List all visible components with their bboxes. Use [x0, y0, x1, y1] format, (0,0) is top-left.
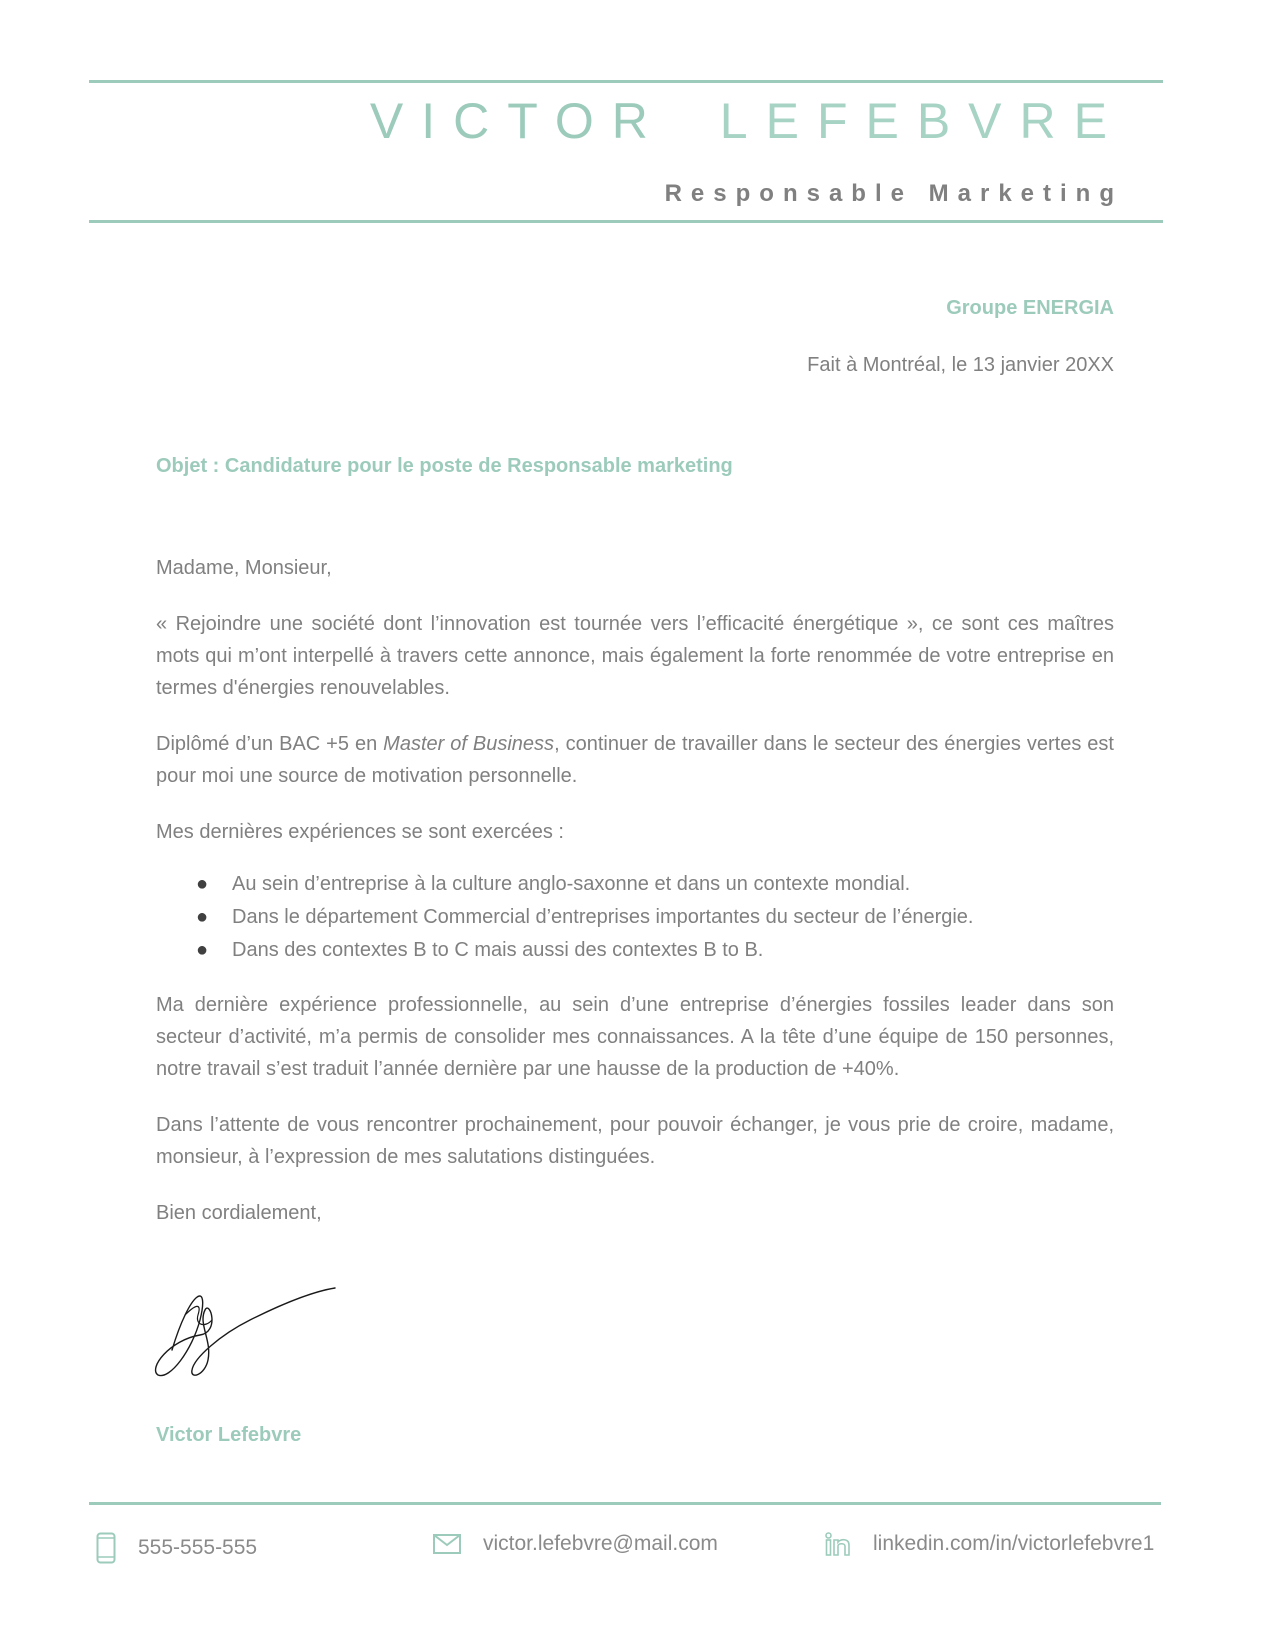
experience-text: Au sein d’entreprise à la culture anglo-saxonne et dans un contexte mondial. — [232, 873, 911, 895]
email-address[interactable]: victor.lefebvre@mail.com — [483, 1532, 718, 1555]
degree-name: Master of Business — [383, 733, 555, 755]
linkedin-icon — [825, 1532, 851, 1556]
applicant-name — [369, 93, 1125, 149]
bullet-icon: ● — [196, 906, 209, 928]
paragraph-closing: Dans l’attente de vous rencontrer prochainement, pour pouvoir échanger, je vous prie de croire, madame, monsieur, à l’expression de mes salutations distinguées. — [156, 1114, 1114, 1168]
job-title: Responsable Marketing — [664, 180, 1123, 207]
experience-text: Dans des contextes B to C mais aussi des contextes B to B. — [232, 939, 764, 961]
contact-linkedin — [825, 1532, 1154, 1556]
paragraph-motivation: « Rejoindre une société dont l’innovation est tournée vers l’efficacité énergétique », ce sont ces maîtres mots qui m’ont interpellé à travers cette annonce, mais également la forte renommée de votre entreprise en termes d'énergies renouvelables. — [156, 613, 1114, 699]
paragraph-degree — [156, 728, 1114, 792]
place-and-date: Fait à Montréal, le 13 janvier 20XX — [807, 354, 1114, 376]
phone-icon — [96, 1532, 116, 1564]
phone-number[interactable]: 555-555-555 — [138, 1536, 258, 1559]
last-name: LEFEBVRE — [719, 93, 1125, 149]
bullet-icon: ● — [196, 873, 209, 895]
contact-phone — [96, 1532, 257, 1564]
signer-name: Victor Lefebvre — [156, 1424, 302, 1446]
letter-body — [156, 552, 1114, 1253]
experiences-intro: Mes dernières expériences se sont exercées : — [156, 821, 564, 843]
bullet-icon: ● — [196, 939, 209, 961]
salutation: Madame, Monsieur, — [156, 557, 332, 579]
linkedin-url[interactable]: linkedin.com/in/victorlefebvre1 — [873, 1532, 1155, 1555]
degree-text-after: , continuer de travailler dans le secteur des énergies vertes est pour moi une source de motivation personnelle. — [156, 733, 1114, 787]
header-bottom-rule — [89, 220, 1163, 223]
experience-text: Dans le département Commercial d’entreprises importantes du secteur de l’énergie. — [232, 906, 974, 928]
envelope-icon — [433, 1534, 461, 1554]
list-item — [156, 901, 1114, 934]
letter-subject: Objet : Candidature pour le poste de Responsable marketing — [156, 455, 733, 477]
signature-image — [150, 1280, 340, 1390]
recipient-company: Groupe ENERGIA — [946, 297, 1114, 319]
experience-list — [156, 868, 1114, 967]
first-name: VICTOR — [369, 93, 666, 149]
closing-formula: Bien cordialement, — [156, 1202, 322, 1224]
list-item — [156, 868, 1114, 901]
header-top-rule — [89, 80, 1163, 83]
degree-text-before: Diplômé d’un BAC +5 en — [156, 733, 384, 755]
list-item — [156, 934, 1114, 967]
footer-rule — [89, 1502, 1161, 1505]
contact-email — [433, 1532, 718, 1556]
paragraph-experience: Ma dernière expérience professionnelle, au sein d’une entreprise d’énergies fossiles leader dans son secteur d’activité, m’a permis de consolider mes connaissances. A la tête d’une équipe de 150 personnes, notre travail s’est traduit l’année dernière par une hausse de la production de +40%. — [156, 994, 1114, 1080]
